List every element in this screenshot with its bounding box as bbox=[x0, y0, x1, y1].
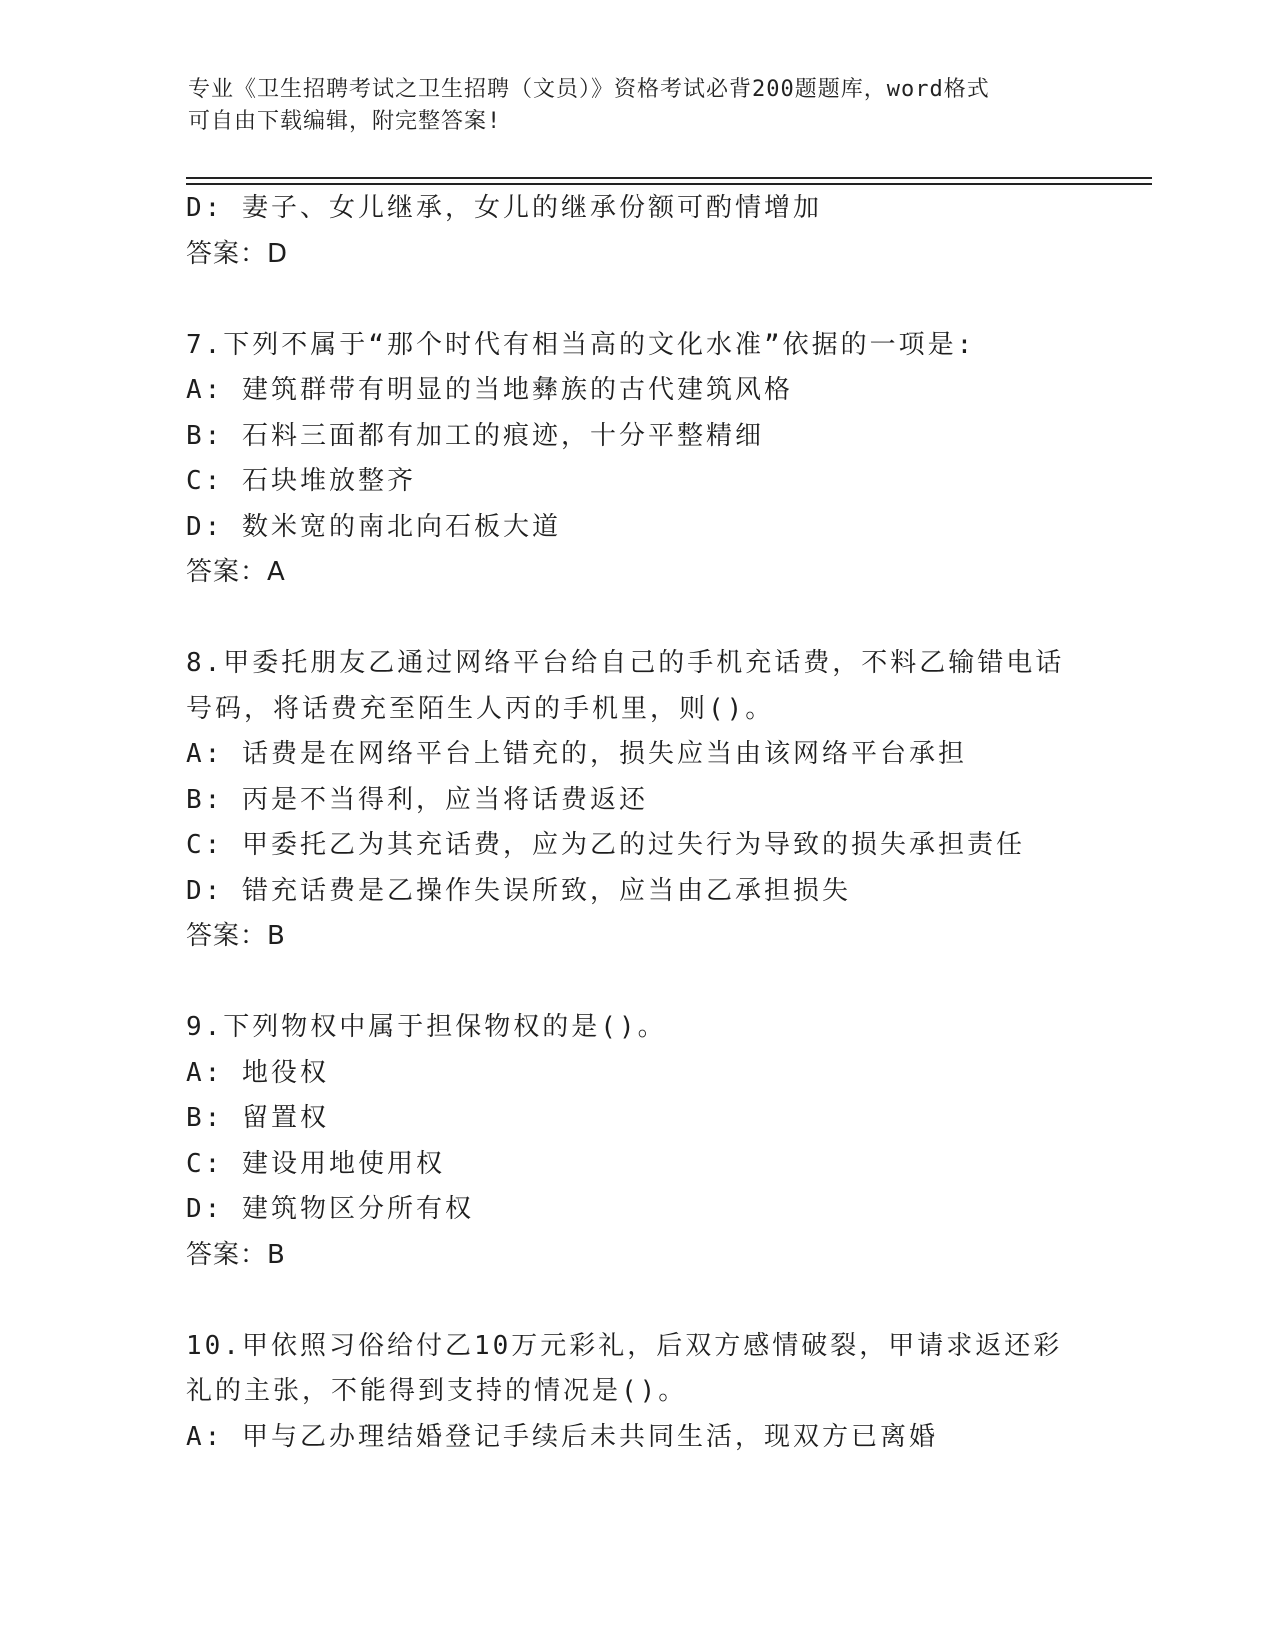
document-header bbox=[188, 74, 1068, 138]
spacer bbox=[186, 1278, 1126, 1324]
answer-line: 答案：D bbox=[186, 238, 289, 269]
question-stem: 9.下列物权中属于担保物权的是()。 bbox=[186, 1012, 667, 1042]
option-b: B: 留置权 bbox=[186, 1103, 329, 1133]
question-7 bbox=[186, 323, 1126, 596]
option-a: A: 甲与乙办理结婚登记手续后未共同生活，现双方已离婚 bbox=[186, 1421, 938, 1452]
option-d: D: 建筑物区分所有权 bbox=[186, 1194, 474, 1224]
answer-line: 答案：A bbox=[186, 557, 286, 587]
question-stem-line-2: 礼的主张，不能得到支持的情况是()。 bbox=[186, 1376, 688, 1406]
question-9 bbox=[186, 1005, 1126, 1278]
header-line-2: 可自由下载编辑，附完整答案! bbox=[188, 109, 502, 134]
question-6-tail bbox=[186, 186, 1126, 277]
question-stem: 7.下列不属于“那个时代有相当高的文化水准”依据的一项是: bbox=[186, 329, 976, 360]
option-d: D: 错充话费是乙操作失误所致，应当由乙承担损失 bbox=[186, 875, 851, 906]
option-b: B: 丙是不当得利，应当将话费返还 bbox=[186, 784, 648, 815]
option-c: C: 甲委托乙为其充话费，应为乙的过失行为导致的损失承担责任 bbox=[186, 830, 1025, 860]
answer-line: 答案：B bbox=[186, 921, 286, 951]
spacer bbox=[186, 596, 1126, 642]
option-d: D: 妻子、女儿继承，女儿的继承份额可酌情增加 bbox=[186, 193, 822, 223]
header-line-1: 专业《卫生招聘考试之卫生招聘（文员）》资格考试必背200题题库，word格式 bbox=[188, 77, 990, 102]
question-10 bbox=[186, 1324, 1126, 1461]
option-d: D: 数米宽的南北向石板大道 bbox=[186, 511, 561, 542]
option-c: C: 石块堆放整齐 bbox=[186, 466, 416, 496]
question-8 bbox=[186, 641, 1126, 960]
header-rule-bottom bbox=[186, 183, 1152, 185]
header-rule-top bbox=[186, 177, 1152, 179]
document-body bbox=[186, 186, 1126, 1460]
option-c: C: 建设用地使用权 bbox=[186, 1148, 445, 1179]
option-a: A: 话费是在网络平台上错充的，损失应当由该网络平台承担 bbox=[186, 739, 967, 769]
question-stem-line-1: 10.甲依照习俗给付乙10万元彩礼，后双方感情破裂，甲请求返还彩 bbox=[186, 1330, 1063, 1361]
spacer bbox=[186, 277, 1126, 323]
option-a: A: 建筑群带有明显的当地彝族的古代建筑风格 bbox=[186, 375, 793, 405]
option-b: B: 石料三面都有加工的痕迹，十分平整精细 bbox=[186, 420, 764, 451]
question-stem-line-2: 号码，将话费充至陌生人丙的手机里，则()。 bbox=[186, 693, 775, 724]
spacer bbox=[186, 960, 1126, 1006]
option-a: A: 地役权 bbox=[186, 1057, 329, 1088]
answer-line: 答案：B bbox=[186, 1239, 286, 1270]
question-stem-line-1: 8.甲委托朋友乙通过网络平台给自己的手机充话费，不料乙输错电话 bbox=[186, 648, 1065, 678]
